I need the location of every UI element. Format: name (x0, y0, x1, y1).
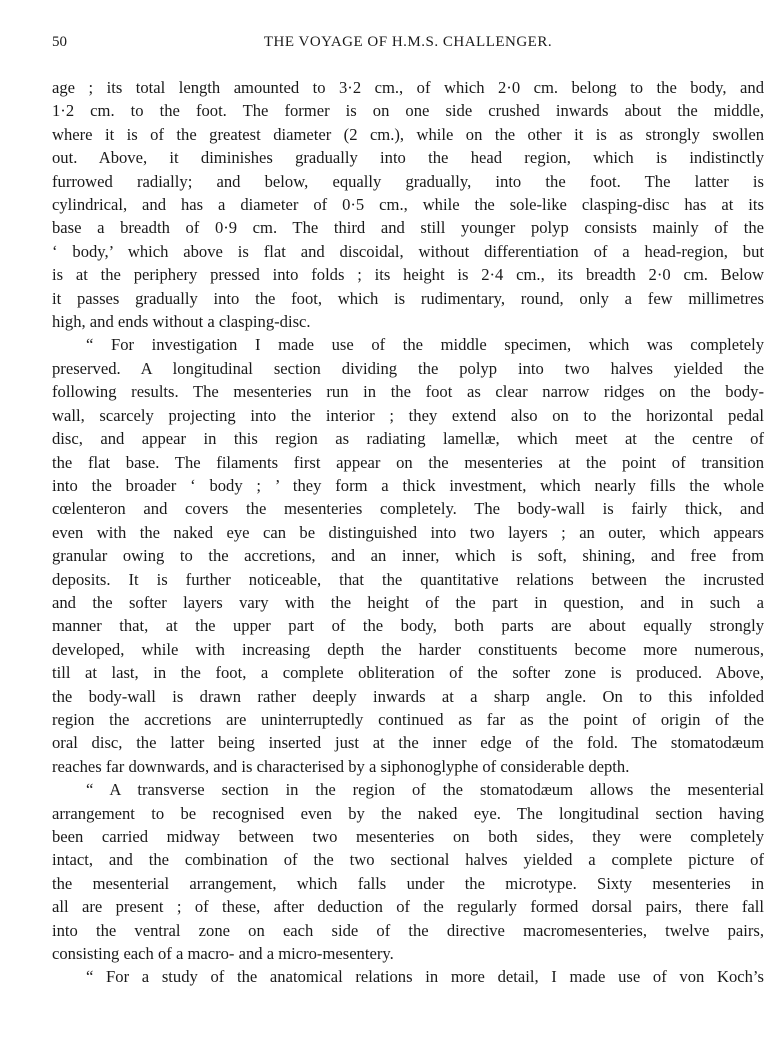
text-line: arrangement to be recognised even by the naked eye. The longitudinal section having (52, 803, 764, 823)
text-line: oral disc, the latter being inserted just at the inner edge of the fold. The stomatodæum (52, 733, 764, 753)
text-line: 1·2 cm. to the foot. The former is on one side crushed inwards about the middle, (52, 101, 764, 121)
text-line: furrowed radially; and below, equally gradually, into the foot. The latter is (52, 171, 764, 191)
text-line: wall, scarcely projecting into the interior ; they extend also on to the horizontal pedal (52, 405, 764, 425)
text-line: “ For a study of the anatomical relations in more detail, I made use of von Koch’s (86, 967, 764, 987)
body-text (52, 76, 764, 989)
text-line: even with the naked eye can be distinguished into two layers ; an outer, which appears (52, 522, 764, 542)
text-line: all are present ; of these, after deduction of the regularly formed dorsal pairs, there fall (52, 897, 764, 917)
text-line: high, and ends without a clasping-disc. (52, 312, 311, 332)
text-line: manner that, at the upper part of the body, both parts are about equally strongly (52, 616, 764, 636)
text-line: granular owing to the accretions, and an inner, which is soft, shining, and free from (52, 546, 764, 566)
text-line: into the ventral zone on each side of the directive macromesenteries, twelve pairs, (52, 920, 764, 940)
text-line: and the softer layers vary with the height of the part in question, and in such a (52, 592, 764, 612)
text-line: where it is of the greatest diameter (2 cm.), while on the other it is as strongly swollen (52, 124, 764, 144)
text-line: it passes gradually into the foot, which is rudimentary, round, only a few millimetres (52, 288, 764, 308)
text-line: disc, and appear in this region as radiating lamellæ, which meet at the centre of (52, 429, 764, 449)
text-line: till at last, in the foot, a complete obliteration of the softer zone is produced. Above, (52, 663, 764, 683)
text-line: been carried midway between two mesenteries on both sides, they were completely (52, 827, 764, 846)
running-header (52, 34, 764, 58)
text-line: “ For investigation I made use of the middle specimen, which was completely (86, 335, 764, 355)
paragraph (52, 333, 764, 778)
text-line: intact, and the combination of the two sectional halves yielded a complete picture of (52, 850, 764, 870)
text-line: cœlenteron and covers the mesenteries completely. The body-wall is fairly thick, and (52, 499, 764, 519)
text-line: preserved. A longitudinal section dividing the polyp into two halves yielded the (52, 358, 764, 378)
text-line: the flat base. The filaments first appear on the mesenteries at the point of transition (52, 452, 764, 472)
text-line: cylindrical, and has a diameter of 0·5 cm., while the sole-like clasping-disc has at its (52, 195, 764, 215)
paragraph (52, 965, 764, 988)
text-line: age ; its total length amounted to 3·2 cm., of which 2·0 cm. belong to the body, and (52, 78, 764, 97)
paragraph (52, 778, 764, 965)
page-number: 50 (52, 34, 67, 50)
text-line: developed, while with increasing depth the harder constituents become more numerous, (52, 639, 764, 659)
text-line: ‘ body,’ which above is flat and discoidal, without differentiation of a head-region, but (52, 241, 764, 261)
text-line: following results. The mesenteries run in the foot as clear narrow ridges on the body- (52, 382, 764, 402)
paragraph (52, 76, 764, 333)
text-line: into the broader ‘ body ; ’ they form a thick investment, which nearly fills the whole (52, 475, 764, 495)
text-line: base a breadth of 0·9 cm. The third and still younger polyp consists mainly of the (52, 218, 764, 238)
text-line: the body-wall is drawn rather deeply inwards at a sharp angle. On to this infolded (52, 686, 764, 706)
running-title: THE VOYAGE OF H.M.S. CHALLENGER. (263, 34, 553, 50)
text-line: out. Above, it diminishes gradually into the head region, which is indistinctly (52, 148, 764, 168)
text-line: deposits. It is further noticeable, that the quantitative relations between the incrusted (52, 569, 764, 589)
text-line: the mesenterial arrangement, which falls under the microtype. Sixty mesenteries in (52, 873, 764, 893)
text-line: region the accretions are uninterruptedly continued as far as the point of origin of the (52, 709, 764, 729)
text-line: consisting each of a macro- and a micro-mesentery. (52, 944, 394, 964)
text-line: is at the periphery pressed into folds ; its height is 2·4 cm., its breadth 2·0 cm. Below (52, 265, 764, 285)
text-line: “ A transverse section in the region of the stomatodæum allows the mesenterial (86, 780, 764, 800)
text-line: reaches far downwards, and is characterised by a siphonoglyphe of considerable depth. (52, 756, 630, 776)
